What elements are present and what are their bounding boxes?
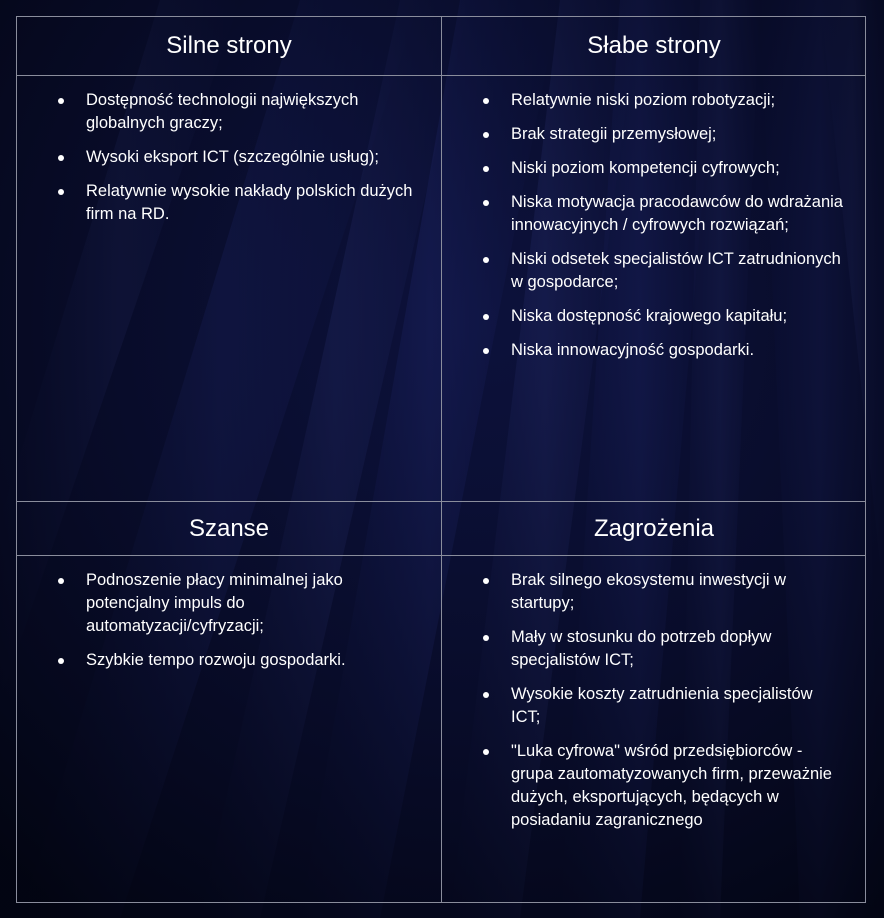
list-item: "Luka cyfrowa" wśród przedsiębiorców - grupa zautomatyzowanych firm, przeważnie dużych, eksportujących, będących w posiadaniu zagranicznego [511,740,844,832]
list-item: Niska innowacyjność gospodarki. [511,339,844,362]
strengths-title: Silne strony [17,17,441,76]
list-item: Niska motywacja pracodawców do wdrażania innowacyjnych / cyfrowych rozwiązań; [511,191,844,237]
list-item: Podnoszenie płacy minimalnej jako potencjalny impuls do automatyzacji/cyfryzacji; [86,569,419,638]
list-item: Niska dostępność krajowego kapitału; [511,305,844,328]
list-item: Niski odsetek specjalistów ICT zatrudnionych w gospodarce; [511,248,844,294]
list-item: Relatywnie wysokie nakłady polskich dużych firm na RD. [86,180,419,226]
weaknesses-title: Słabe strony [442,17,866,76]
list-item: Wysokie koszty zatrudnienia specjalistów ICT; [511,683,844,729]
list-item: Dostępność technologii największych globalnych graczy; [86,89,419,135]
list-item: Brak silnego ekosystemu inwestycji w startupy; [511,569,844,615]
strengths-list [17,89,441,237]
threats-title: Zagrożenia [442,502,866,556]
threats-list [442,569,866,843]
list-item: Wysoki eksport ICT (szczególnie usług); [86,146,419,169]
opportunities-cell [17,502,441,902]
weaknesses-list [442,89,866,373]
list-item: Niski poziom kompetencji cyfrowych; [511,157,844,180]
weaknesses-cell [442,17,866,501]
list-item: Relatywnie niski poziom robotyzacji; [511,89,844,112]
list-item: Mały w stosunku do potrzeb dopływ specjalistów ICT; [511,626,844,672]
threats-cell [442,502,866,902]
swot-table [16,16,866,903]
list-item: Szybkie tempo rozwoju gospodarki. [86,649,419,672]
strengths-cell [17,17,441,501]
opportunities-title: Szanse [17,502,441,556]
list-item: Brak strategii przemysłowej; [511,123,844,146]
opportunities-list [17,569,441,683]
